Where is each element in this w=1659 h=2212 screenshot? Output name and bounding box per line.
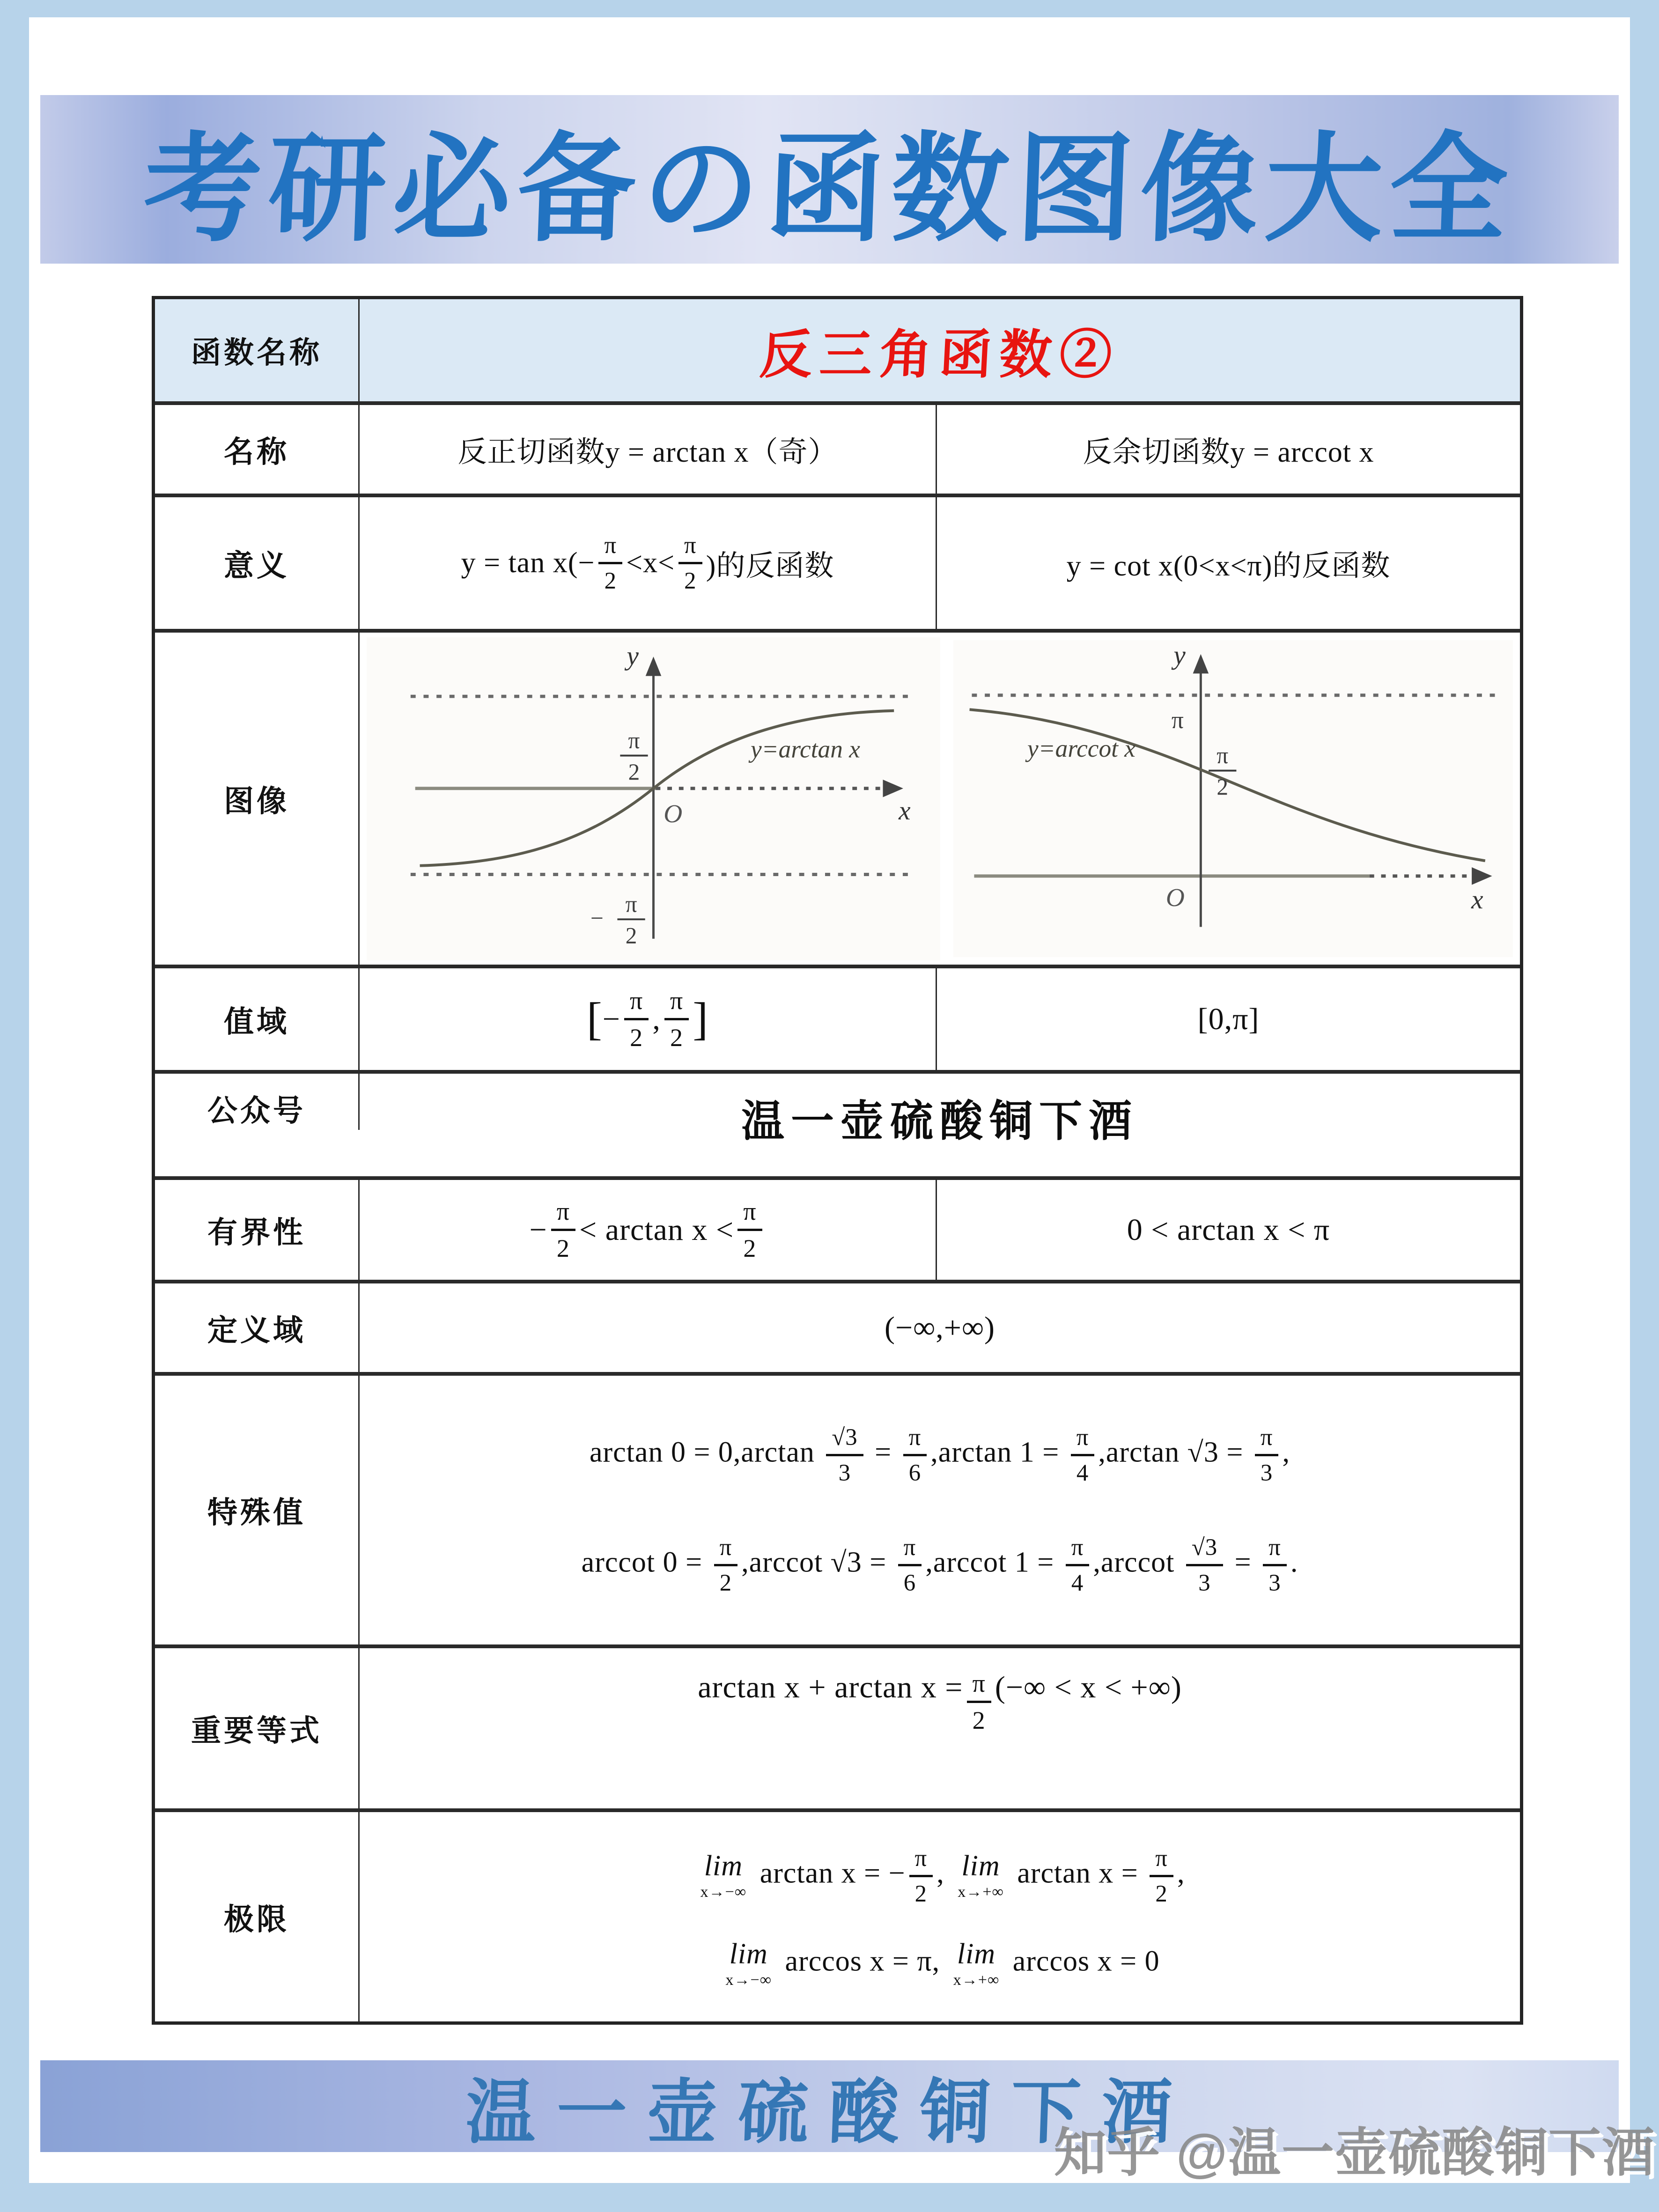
pi-over-2-num: π: [1217, 742, 1229, 768]
neg-sign: −: [590, 905, 604, 931]
curve-equation-label: y=arctan x: [750, 735, 860, 763]
y-axis-label: y: [1173, 641, 1186, 671]
graph-cell: [360, 633, 1520, 965]
row-bounded-label: 有界性: [155, 1180, 360, 1280]
range-arctan: [ − $\frac{\pi}{2}$ , $\frac{\pi}{2}$ ]: [360, 968, 937, 1070]
pi-over-2-num: π: [628, 727, 640, 753]
special-values-line1: arctan 0 = 0,arctan $\frac{√3}{3}$ = $\frac{\pi}{6}$ ,arctan 1 = $\frac{\pi}{4}$ ,arctan √3 = $\frac{\pi}{3}$ ,: [590, 1424, 1290, 1486]
graphs-container: [360, 637, 1520, 960]
bounded-arccot: 0 < arctan x < π: [1127, 1212, 1330, 1247]
header-row: [155, 299, 1520, 401]
row-limits: [155, 1808, 1520, 2021]
title-banner: [40, 95, 1619, 264]
y-axis-label: y: [627, 641, 639, 671]
row-range-label: 值域: [155, 968, 360, 1070]
limits-line1: lim x→−∞ arctan x = − $\frac{\pi}{2}$ , lim x→+∞ arctan x = $\frac{\pi}{2}$ ,: [700, 1844, 1185, 1907]
meaning-arccot: y = cot x(0<x<π)的反函数: [1066, 550, 1391, 582]
x-arrow-icon: [883, 779, 903, 797]
arctan-graph: [367, 637, 940, 960]
account-cell: [360, 1074, 1520, 1149]
row-identity: [155, 1644, 1520, 1808]
special-values-line2: arccot 0 = $\frac{\pi}{2}$ ,arccot √3 = $\frac{\pi}{6}$ ,arccot 1 = $\frac{\pi}{4}$ ,arccot $\frac{√3}{3}$ = $\frac{\pi}{3}$ .: [581, 1534, 1298, 1596]
curve-equation-label: y=arccot x: [1027, 734, 1135, 763]
row-domain: [155, 1280, 1520, 1372]
origin-label: O: [1165, 883, 1185, 912]
row-special-label: 特殊值: [155, 1376, 360, 1644]
row-limits-label: 极限: [155, 1812, 360, 2021]
account-name: 温一壶硫酸铜下酒: [741, 1098, 1138, 1145]
y-arrow-icon: [1193, 654, 1209, 673]
neg-pi-over-2-num: π: [625, 891, 637, 917]
bottom-banner-text: 温一壶硫酸铜下酒: [465, 2073, 1194, 2152]
header-label: 函数名称: [155, 299, 360, 401]
row-range: [155, 965, 1520, 1070]
row-domain-label: 定义域: [155, 1283, 360, 1372]
name-arccot: 反余切函数y = arccot x: [1083, 436, 1374, 468]
row-graph: [155, 629, 1520, 965]
x-axis-label: x: [1471, 885, 1483, 915]
pi-over-2-den: 2: [1217, 774, 1229, 800]
special-values-cell: [360, 1376, 1520, 1644]
pi-label: π: [1171, 707, 1184, 734]
header-value-cell: [360, 299, 1520, 401]
origin-label: O: [664, 799, 683, 828]
y-arrow-icon: [646, 656, 662, 676]
x-arrow-icon: [1472, 867, 1492, 885]
sheet-title: 反三角函数②: [758, 325, 1121, 384]
row-special: [155, 1372, 1520, 1644]
row-bounded: [155, 1176, 1520, 1280]
domain-value: (−∞,+∞): [884, 1310, 995, 1345]
row-name-label: 名称: [155, 405, 360, 494]
limits-cell: [360, 1812, 1520, 2021]
x-axis-label: x: [899, 796, 911, 826]
limits-line2: lim x→−∞ arccos x = π, lim x→+∞ arccos x = 0: [725, 1938, 1160, 1989]
row-account-label: 公众号: [155, 1074, 360, 1130]
arccot-graph: [953, 640, 1513, 957]
pi-over-2-den: 2: [628, 759, 640, 785]
neg-pi-over-2-den: 2: [625, 922, 637, 949]
identity-formula: arctan x + arctan x = $\frac{\pi}{2}$ (−∞ < x < +∞): [698, 1669, 1182, 1735]
row-meaning: [155, 494, 1520, 629]
row-meaning-label: 意义: [155, 497, 360, 629]
meaning-arctan: y = tan x(− $\frac{\pi}{2}$ <x< $\frac{\pi}{2}$ )的反函数: [360, 497, 937, 629]
row-identity-label: 重要等式: [155, 1648, 360, 1808]
range-arccot: [0,π]: [1197, 1002, 1260, 1036]
row-graph-label: 图像: [155, 633, 360, 965]
name-arctan: 反正切函数y = arctan x（奇）: [360, 405, 937, 494]
function-table: [152, 296, 1523, 2025]
bounded-arctan: − $\frac{\pi}{2}$ < arctan x < $\frac{\pi}{2}$: [360, 1180, 937, 1280]
zhihu-watermark: 知乎 @温一壶硫酸铜下酒: [1054, 2124, 1655, 2182]
page-title: 考研必备の函数图像大全: [141, 124, 1517, 255]
page-frame: [29, 17, 1630, 2183]
row-account: [155, 1070, 1520, 1176]
row-name: [155, 401, 1520, 494]
